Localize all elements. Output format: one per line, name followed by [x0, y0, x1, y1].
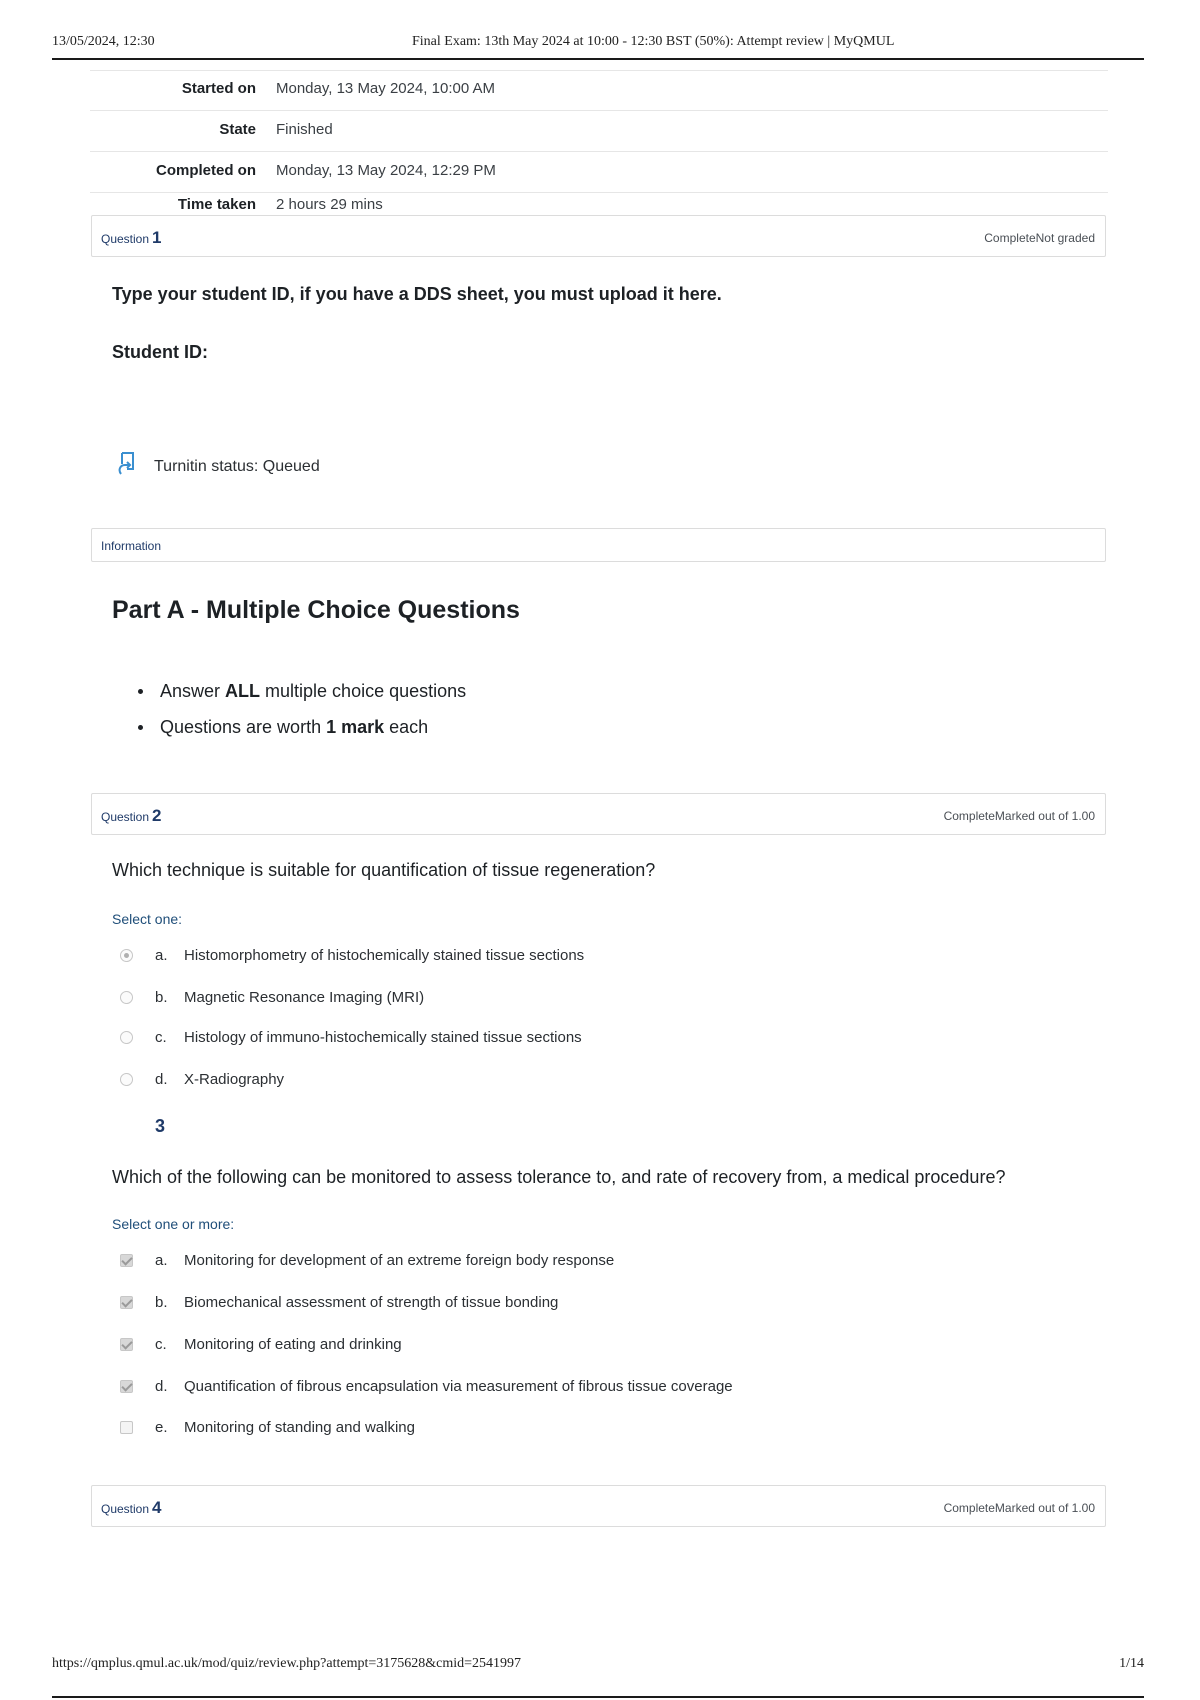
- print-header: [52, 30, 1144, 60]
- radio-button[interactable]: [120, 1073, 133, 1086]
- radio-button[interactable]: [120, 991, 133, 1004]
- student-id-label: Student ID:: [112, 342, 208, 362]
- summary-row-started: [90, 71, 1108, 111]
- question-status: CompleteNot graded: [984, 231, 1095, 245]
- checkbox[interactable]: [120, 1338, 133, 1351]
- question-3-prompt: Which of the following can be monitored to assess tolerance to, and rate of recovery from, a medical procedure?: [112, 1167, 1006, 1187]
- print-date: 13/05/2024, 12:30: [52, 34, 155, 49]
- summary-value: Finished: [276, 121, 333, 138]
- question-2-header: [91, 793, 1106, 835]
- print-footer: [52, 1648, 1144, 1698]
- checkbox[interactable]: [120, 1421, 133, 1434]
- information-header: [91, 528, 1106, 562]
- summary-label: Time taken: [177, 196, 256, 213]
- question-label: Question 2: [101, 806, 162, 825]
- select-one-or-more-label: Select one or more:: [112, 1216, 235, 1232]
- select-one-label: Select one:: [112, 911, 183, 927]
- turnitin-status: Turnitin status: Queued: [154, 458, 320, 475]
- question-status: CompleteMarked out of 1.00: [943, 1501, 1095, 1515]
- summary-value: Monday, 13 May 2024, 12:29 PM: [276, 162, 496, 179]
- question-label: Question 4: [101, 1498, 162, 1517]
- option-text: Histomorphometry of histochemically stained tissue sections: [184, 947, 585, 964]
- summary-row-state: [90, 111, 1108, 152]
- checkbox[interactable]: [120, 1254, 133, 1267]
- summary-value: Monday, 13 May 2024, 10:00 AM: [276, 80, 496, 97]
- section-heading: Part A - Multiple Choice Questions: [112, 596, 520, 624]
- checkbox[interactable]: [120, 1296, 133, 1309]
- summary-value: 2 hours 29 mins: [276, 196, 383, 213]
- question-label: Question 1: [101, 228, 162, 247]
- question-status: CompleteMarked out of 1.00: [943, 809, 1095, 823]
- option-text: Monitoring for development of an extreme foreign body response: [184, 1252, 615, 1269]
- option-text: Magnetic Resonance Imaging (MRI): [184, 989, 425, 1006]
- information-label: Information: [101, 539, 162, 553]
- option-text: Quantification of fibrous encapsulation via measurement of fibrous tissue coverage: [184, 1378, 733, 1395]
- option-text: Monitoring of standing and walking: [184, 1419, 415, 1436]
- question-number: 4: [152, 1498, 162, 1517]
- turnitin-report-icon[interactable]: [117, 450, 137, 476]
- question-3-number: 3: [155, 1116, 166, 1136]
- question-number: 2: [152, 806, 162, 825]
- option-text: Monitoring of eating and drinking: [184, 1336, 402, 1353]
- question-1-header: [91, 215, 1106, 257]
- summary-row-completed: [90, 152, 1108, 193]
- summary-label: Started on: [181, 80, 256, 97]
- option-text: Histology of immuno-histochemically stained tissue sections: [184, 1029, 582, 1046]
- page-number: 1/14: [1119, 1656, 1144, 1671]
- radio-button[interactable]: [120, 1031, 133, 1044]
- question-2-prompt: Which technique is suitable for quantification of tissue regeneration?: [112, 860, 656, 880]
- summary-row-time-taken: [90, 193, 1108, 217]
- checkbox[interactable]: [120, 1380, 133, 1393]
- summary-label: Completed on: [156, 162, 256, 179]
- question-4-header: [91, 1485, 1106, 1527]
- print-url: https://qmplus.qmul.ac.uk/mod/quiz/review.php?attempt=3175628&cmid=2541997: [52, 1656, 522, 1671]
- summary-label: State: [219, 121, 256, 138]
- option-text: X-Radiography: [184, 1071, 285, 1088]
- question-1-prompt: Type your student ID, if you have a DDS sheet, you must upload it here.: [112, 284, 722, 304]
- print-page-title: Final Exam: 13th May 2024 at 10:00 - 12:30 BST (50%): Attempt review | MyQMUL: [412, 34, 895, 49]
- question-number: 1: [152, 228, 162, 247]
- attempt-summary-table: [90, 70, 1108, 217]
- radio-button[interactable]: [120, 949, 133, 962]
- option-text: Biomechanical assessment of strength of tissue bonding: [184, 1294, 559, 1311]
